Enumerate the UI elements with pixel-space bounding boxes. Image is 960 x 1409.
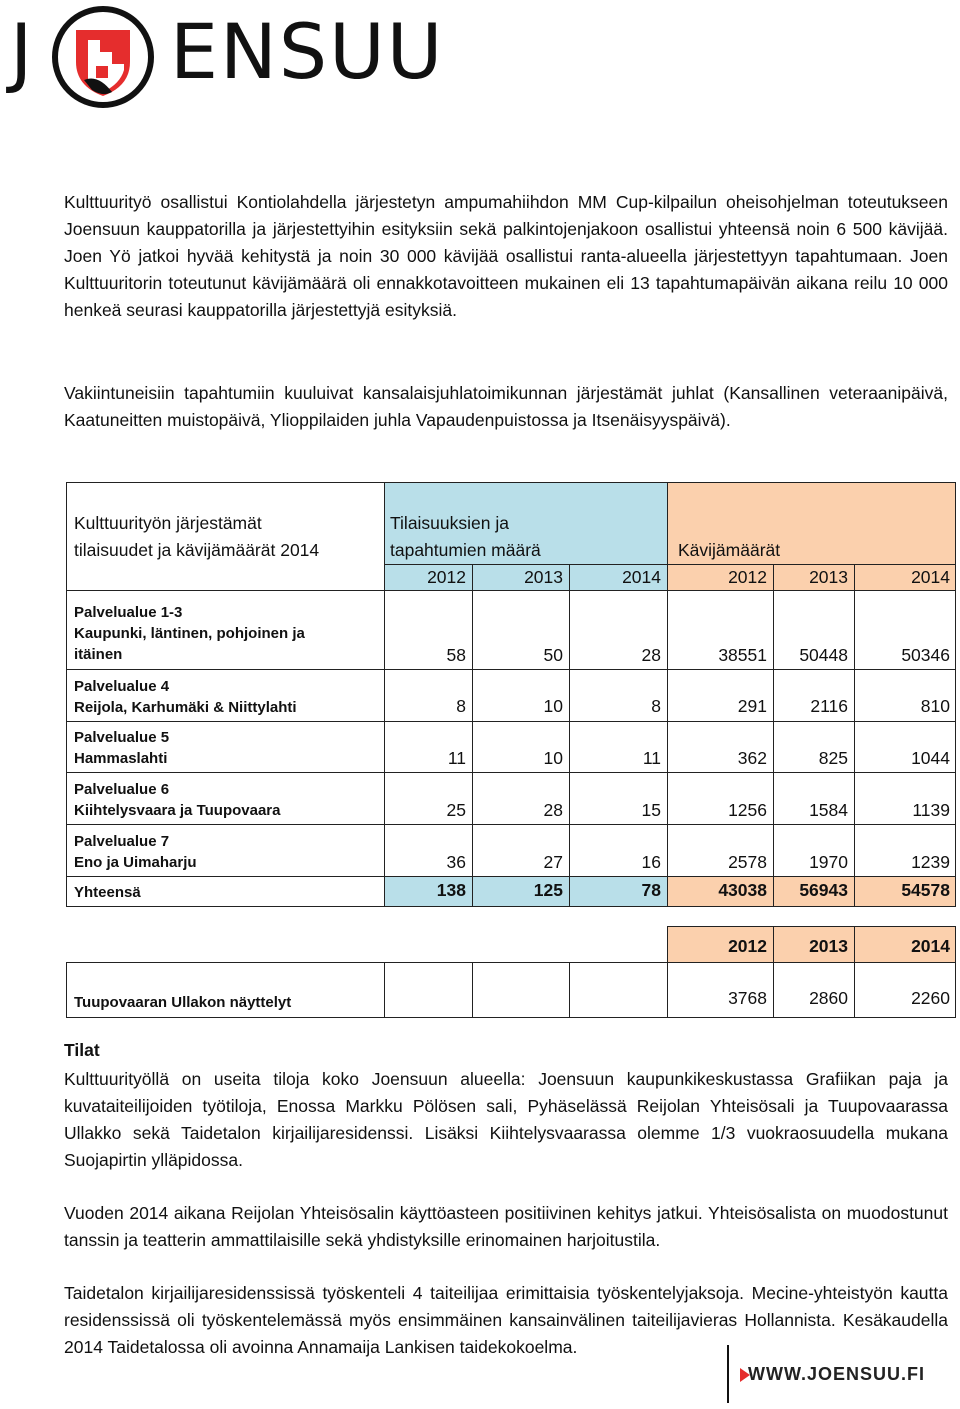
table-cell: 10 [543, 748, 563, 768]
grid-line [66, 906, 956, 907]
row-label-line: Palvelualue 1-3 [74, 604, 183, 621]
table-cell: 291 [737, 696, 767, 716]
total-label: Yhteensä [74, 884, 141, 901]
row-label-line: Eno ja Uimaharju [74, 854, 197, 871]
table-cell: 2578 [728, 852, 767, 872]
logo-wordmark: ENSUU [170, 7, 445, 96]
footer-divider [727, 1345, 729, 1403]
table-cell: 3768 [728, 988, 767, 1008]
table-cell: 28 [641, 645, 661, 665]
grid-line [66, 876, 956, 877]
grid-line [472, 564, 473, 907]
row-label [66, 779, 384, 821]
row-label [66, 602, 384, 665]
table-cell: 810 [920, 696, 950, 716]
total-cell: 138 [436, 880, 466, 900]
exhibitions-table [66, 926, 956, 1018]
grid-line [66, 482, 67, 907]
table-cell: 2260 [911, 988, 950, 1008]
row-label-line: Palvelualue 6 [74, 781, 170, 798]
table-title-line2: tilaisuudet ja kävijämäärät 2014 [74, 540, 320, 560]
table-cell: 1970 [809, 852, 848, 872]
total-cell: 56943 [799, 880, 848, 900]
table-cell: 36 [446, 852, 466, 872]
grid-line [384, 482, 385, 907]
section-heading-tilat: Tilat [64, 1040, 100, 1060]
row-label-line: Kaupunki, läntinen, pohjoinen ja [74, 625, 305, 642]
table-cell: 27 [543, 852, 563, 872]
year-header: 2013 [524, 567, 563, 587]
table-cell: 2116 [810, 696, 848, 716]
paragraph-established-events: Vakiintuneisiin tapahtumiin kuuluivat kansalaisjuhlatoimikunnan järjestämät juhlat (Kansallinen veteraanipäivä, Kaatuneitten muistopäivä, Ylioppilaiden juhla Vapaudenpuistossa ja Itsenäisyyspäivä). [64, 383, 948, 430]
total-cell: 125 [533, 880, 563, 900]
year-header: 2014 [622, 567, 661, 587]
grid-line [66, 482, 956, 483]
table-cell: 1256 [728, 800, 767, 820]
table-cell: 11 [447, 748, 466, 768]
year-header: 2013 [809, 936, 848, 956]
year-header: 2014 [911, 936, 950, 956]
joensuu-logo [4, 4, 445, 110]
row-label-line: Palvelualue 7 [74, 833, 170, 850]
year-header: 2012 [728, 936, 767, 956]
logo-letter-j: J [10, 7, 35, 96]
table-cell: 1139 [912, 800, 950, 820]
grid-line [472, 962, 473, 1018]
table-cell: 1584 [809, 800, 848, 820]
grid-line [667, 962, 668, 1018]
year-header: 2013 [809, 567, 848, 587]
total-cell: 43038 [718, 880, 767, 900]
table-cell: 15 [641, 800, 661, 820]
table-cell: 11 [642, 748, 661, 768]
grid-line [66, 1017, 956, 1018]
paragraph-residency: Taidetalon kirjailijaresidenssissä työskenteli 4 taiteilijaa erimittaisia työskentelyjaksoja. Mecine-yhteistyön kautta residenssissä oli työskentelemässä myös ensimmäinen kansainvälinen taiteilijavieras Hollannista. Kesäkaudella 2014 Taidetalossa oli avoinna Annamaija Lankisen taidekokoelma. [64, 1283, 948, 1357]
grid-line [854, 926, 855, 1018]
grid-line [66, 721, 956, 722]
footer-url: WWW.JOENSUU.FI [748, 1364, 925, 1384]
grid-line [569, 564, 570, 907]
row-label: Tuupovaaran Ullakon näyttelyt [74, 994, 292, 1011]
grid-line [773, 926, 774, 1018]
row-label [66, 831, 384, 873]
joensuu-crest-icon [48, 4, 158, 110]
row-label-line: Palvelualue 4 [74, 678, 170, 695]
table-title [74, 510, 384, 564]
row-label-line: Kiihtelysvaara ja Tuupovaara [74, 802, 281, 819]
total-cell: 54578 [901, 880, 950, 900]
grid-line [66, 824, 956, 825]
grid-line [66, 962, 956, 963]
table-cell: 16 [641, 852, 661, 872]
row-label-line: Hammaslahti [74, 750, 168, 767]
paragraph-facilities: Kulttuurityöllä on useita tiloja koko Joensuun alueella: Joensuun kaupunkikeskustassa Grafiikan paja ja kuvataiteilijoiden työtiloja, Enossa Markku Pölösen sali, Pyhäselässä Reijolan Yhteisösali ja Tuupovaarassa Ullakko sekä Taidetalon kirjailijaresidenssi. Lisäksi Kiihtelysvaarassa olemme 1/3 vuokraosuudella mukana Suojapirtin ylläpidossa. [64, 1069, 948, 1170]
table-cell: 25 [446, 800, 466, 820]
table-cell: 2860 [809, 988, 848, 1008]
row-label-line: Palvelualue 5 [74, 729, 170, 746]
grid-line [384, 962, 385, 1018]
table-cell: 1239 [911, 852, 950, 872]
year-header: 2014 [911, 567, 950, 587]
table-cell: 8 [456, 696, 466, 716]
table-cell: 58 [446, 645, 466, 665]
table-cell: 1044 [911, 748, 950, 768]
table-cell: 8 [651, 696, 661, 716]
paragraph-events: Kulttuurityö osallistui Kontiolahdella järjestetyn ampumahiihdon MM Cup-kilpailun oheisohjelman toteutukseen Joensuun kauppatorilla ja järjestettyihin esityksiin sekä palkintojenjakoon osallistui yhteensä noin 6 500 kävijää. Joen Yö jatkoi hyvää kehitystä ja noin 30 000 kävijää osallistui ranta-alueella järjestettyyn tapahtumaan. Joen Kulttuuritorin toteutunut kävijämäärä oli ennakkotavoitteen mukainen eli 13 tapahtumapäivän aikana reilu 10 000 henkeä seurasi kauppatorilla järjestettyjä esityksiä. [64, 192, 948, 320]
row-label [66, 727, 384, 769]
group-header-events-line1: Tilaisuuksien ja [390, 513, 509, 533]
grid-line [569, 962, 570, 1018]
table-cell: 50 [543, 645, 563, 665]
table-cell: 38551 [718, 645, 767, 665]
table-cell: 50346 [901, 645, 950, 665]
grid-line [66, 669, 956, 670]
grid-line [955, 926, 956, 1018]
table-cell: 28 [543, 800, 563, 820]
row-label-line: Reijola, Karhumäki & Niittylahti [74, 699, 297, 716]
grid-line [66, 772, 956, 773]
paragraph-community-hall: Vuoden 2014 aikana Reijolan Yhteisösalin käyttöasteen positiivinen kehitys jatkui. Yhteisösalista on muodostunut tanssin ja teatterin ammattilaisille sekä yhdistyksille erinomainen harjoitustila. [64, 1203, 948, 1250]
grid-line [854, 564, 855, 907]
table-cell: 50448 [799, 645, 848, 665]
group-header-events-line2: tapahtumien määrä [390, 540, 541, 560]
grid-line [384, 564, 956, 565]
group-header-visitors: Kävijämäärät [678, 540, 781, 560]
grid-line [66, 962, 67, 1018]
table-cell: 362 [737, 748, 767, 768]
grid-line [955, 482, 956, 907]
grid-line [667, 926, 668, 962]
events-visitors-table [66, 482, 956, 907]
total-cell: 78 [641, 880, 661, 900]
row-label [66, 676, 384, 718]
grid-line [667, 482, 668, 907]
grid-line [773, 564, 774, 907]
grid-line [667, 926, 956, 927]
year-header: 2012 [427, 567, 466, 587]
year-header: 2012 [728, 567, 767, 587]
grid-line [66, 590, 956, 591]
group-header-events [390, 510, 660, 564]
table-title-line1: Kulttuurityön järjestämät [74, 513, 262, 533]
table-cell: 825 [818, 748, 848, 768]
table-cell: 10 [543, 696, 563, 716]
row-label-line: itäinen [74, 646, 123, 663]
